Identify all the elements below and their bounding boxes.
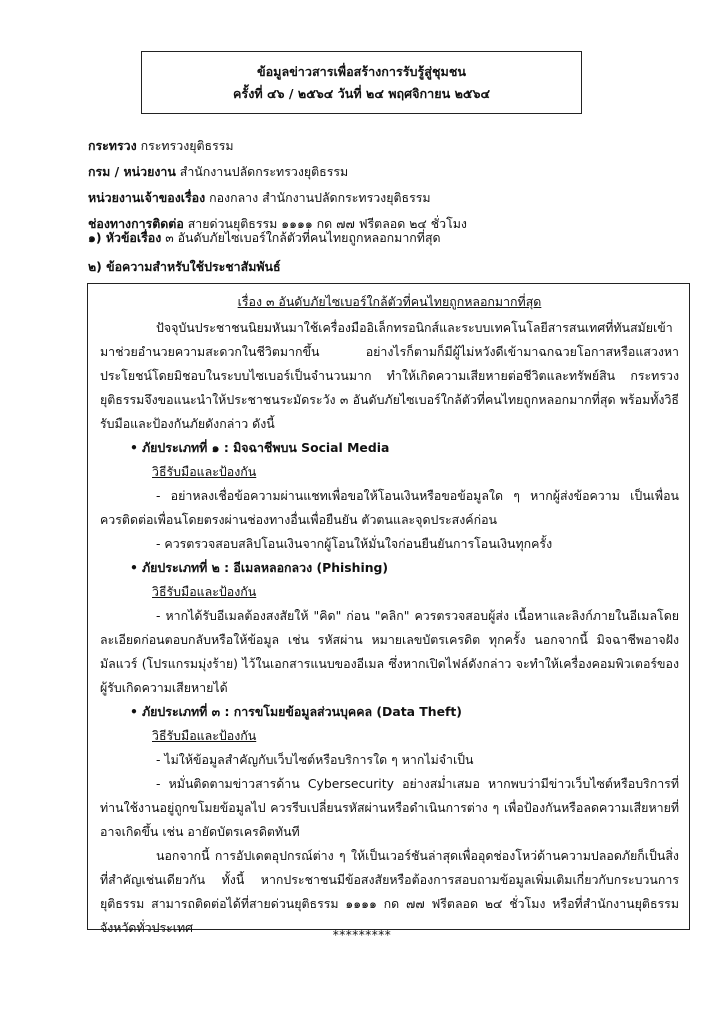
threat-1-method-label: วิธีรับมือและป้องกัน xyxy=(152,464,257,479)
meta-department-label: กรม / หน่วยงาน xyxy=(88,164,176,179)
meta-owner xyxy=(88,185,698,211)
threat-2-title: ภัยประเภทที่ ๒ : อีเมลหลอกลวง (Phishing) xyxy=(142,560,389,575)
story-intro: ปัจจุบันประชาชนนิยมหันมาใช้เครื่องมืออิเล็กทรอนิกส์และระบบเทคโนโลยีสารสนเทศที่ทันสมัยเข้ามาช่วยอำนวยความสะดวกในชีวิตมากขึ้น อย่างไรก็ตามก็มีผู้ไม่หวังดีเข้ามาฉกฉวยโอกาสหรือแสวงหาประโยชน์โดยมิชอบในระบบไซเบอร์เป็นจำนวนมาก ทำให้เกิดความเสียหายต่อชีวิตและทรัพย์สิน กระทรวงยุติธรรมจึงขอแนะนำให้ประชาชนระมัดระวัง ๓ อันดับภัยไซเบอร์ใกล้ตัวที่คนไทยถูกหลอกมากที่สุด พร้อมทั้งวิธีรับมือและป้องกันภัยดังกล่าว ดังนี้ xyxy=(100,320,679,431)
story-closing: นอกจากนี้ การอัปเดตอุปกรณ์ต่าง ๆ ให้เป็นเวอร์ชันล่าสุดเพื่ออุดช่องโหว่ด้านความปลอดภัยก็เป็นสิ่งที่สำคัญเช่นเดียวกัน ทั้งนี้ หากประชาชนมีข้อสงสัยหรือต้องการสอบถามข้อมูลเพิ่มเติมเกี่ยวกับกระบวนการยุติธรรม สามารถติดต่อได้ที่สายด่วนยุติธรรม ๑๑๑๑ กด ๗๗ ฟรีตลอด ๒๔ ชั่วโมง หรือที่สำนักงานยุติธรรมจังหวัดทั่วประเทศ xyxy=(100,848,679,935)
threat-2-item-1: - หากได้รับอีเมลต้องสงสัยให้ "คิด" ก่อน "คลิก" ควรตรวจสอบผู้ส่ง เนื้อหาและลิงก์ภายในอีเมลโดยละเอียดก่อนตอบกลับหรือให้ข้อมูล เช่น รหัสผ่าน หมายเลขบัตรเครดิต ทุกครั้ง นอกจากนี้ มิจฉาชีพอาจฝังมัลแวร์ (โปรแกรมมุ่งร้าย) ไว้ในเอกสารแนบของอีเมล ซึ่งหากเปิดไฟล์ดังกล่าว จะทำให้เครื่องคอมพิวเตอร์ของผู้รับเกิดความเสียหายได้ xyxy=(100,608,679,695)
bullet-icon: • xyxy=(130,440,138,455)
threat-3-title: ภัยประเภทที่ ๓ : การขโมยข้อมูลส่วนบุคคล (Data Theft) xyxy=(142,704,462,719)
meta-contact-value: สายด่วนยุติธรรม ๑๑๑๑ กด ๗๗ ฟรีตลอด ๒๔ ชั่วโมง xyxy=(183,216,467,231)
threat-3-item-2: - หมั่นติดตามข่าวสารด้าน Cybersecurity อย่างสม่ำเสมอ หากพบว่ามีข่าวเว็บไซต์หรือบริการที่ท่านใช้งานอยู่ถูกขโมยข้อมูลไป ควรรีบเปลี่ยนรหัสผ่านหรือดำเนินการต่าง ๆ เพื่อป้องกันหรือลดความเสียหายที่อาจเกิดขึ้น เช่น อายัดบัตรเครดิตทันที xyxy=(100,776,679,839)
threat-2-method-label: วิธีรับมือและป้องกัน xyxy=(152,584,257,599)
section-topic xyxy=(88,229,441,248)
section-pr-heading: ๒) ข้อความสำหรับใช้ประชาสัมพันธ์ xyxy=(88,259,281,274)
threat-1-item-1: - อย่าหลงเชื่อข้อความผ่านแชทเพื่อขอให้โอนเงินหรือขอข้อมูลใด ๆ หากผู้ส่งข้อความ เป็นเพื่อน ควรติดต่อเพื่อนโดยตรงผ่านช่องทางอื่นเพื่อยืนยัน ตัวตนและจุดประสงค์ก่อน xyxy=(100,488,679,527)
threat-3-method-label: วิธีรับมือและป้องกัน xyxy=(152,728,257,743)
threat-3-heading xyxy=(100,700,679,724)
threat-1-item-2: - ควรตรวจสอบสลิปโอนเงินจากผู้โอนให้มั่นใจก่อนยืนยันการโอนเงินทุกครั้ง xyxy=(156,536,553,551)
meta-ministry-value: กระทรวงยุติธรรม xyxy=(136,138,234,153)
meta-owner-value: กองกลาง สำนักงานปลัดกระทรวงยุติธรรม xyxy=(205,190,431,205)
section-topic-label: ๑) หัวข้อเรื่อง xyxy=(88,230,162,245)
threat-3-item-1: - ไม่ให้ข้อมูลสำคัญกับเว็บไซต์หรือบริการใด ๆ หากไม่จำเป็น xyxy=(156,752,474,767)
meta-owner-label: หน่วยงานเจ้าของเรื่อง xyxy=(88,190,206,205)
threat-1-title: ภัยประเภทที่ ๑ : มิจฉาชีพบน Social Media xyxy=(142,440,390,455)
meta-contact-label: ช่องทางการติดต่อ xyxy=(88,216,184,231)
meta-ministry xyxy=(88,133,698,159)
bullet-icon: • xyxy=(130,560,138,575)
threat-1-heading xyxy=(100,436,679,460)
bullet-icon: • xyxy=(130,704,138,719)
pr-message-box xyxy=(87,283,690,935)
meta-ministry-label: กระทรวง xyxy=(88,138,137,153)
end-marker: ********* xyxy=(332,928,392,942)
header-box xyxy=(141,51,582,114)
story-title: เรื่อง ๓ อันดับภัยไซเบอร์ใกล้ตัวที่คนไทยถูกหลอกมากที่สุด xyxy=(237,294,542,309)
meta-block xyxy=(88,133,698,237)
header-title: ข้อมูลข่าวสารเพื่อสร้างการรับรู้สู่ชุมชน xyxy=(257,63,466,79)
section-topic-value: ๓ อันดับภัยไซเบอร์ใกล้ตัวที่คนไทยถูกหลอกมากที่สุด xyxy=(161,230,441,245)
header-issue-line: ครั้งที่ ๔๖ / ๒๕๖๔ วันที่ ๒๔ พฤศจิกายน ๒๕๖๔ xyxy=(233,85,490,101)
meta-department-value: สำนักงานปลัดกระทรวงยุติธรรม xyxy=(175,164,349,179)
threat-2-heading xyxy=(100,556,679,580)
meta-department xyxy=(88,159,698,185)
